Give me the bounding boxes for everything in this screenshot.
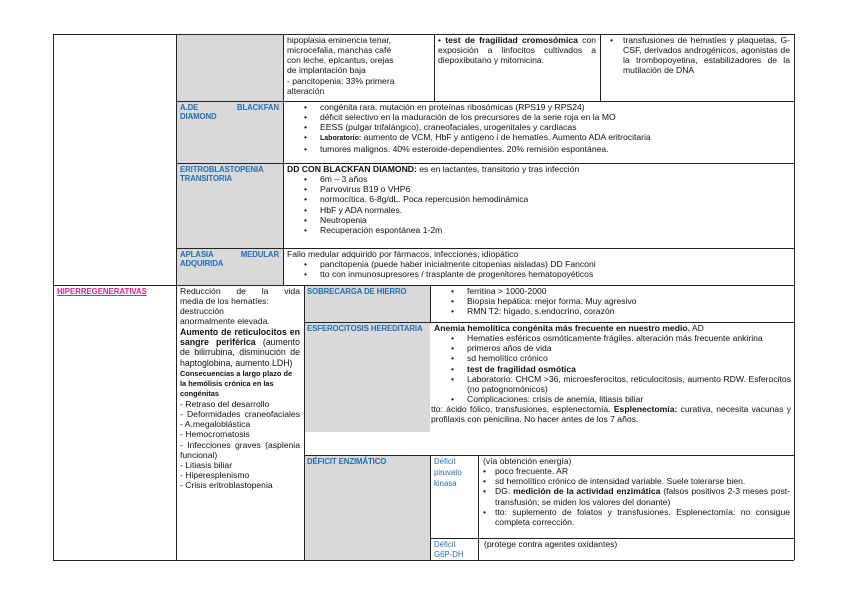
list-item: • déficit selectivo en la maduración de los precursores de la serie roja en la MO (284, 112, 794, 122)
dg-bold: medición de la actividad enzimática (513, 486, 661, 497)
conseq-item: - Deformidades craneofaciales (180, 409, 300, 420)
esfero-title: ESFEROCITOSIS HEREDITARIA (307, 324, 423, 333)
conseq-item: - A.megaloblástica (180, 419, 251, 430)
conseq-item: - Hemocromatosis (180, 429, 250, 440)
blackfan-title: A.DE BLACKFAN DIAMOND (180, 103, 279, 122)
clinic-line-5: - pancitopenia: 33% primera (287, 75, 395, 86)
aumento-bold: Aumento de reticulocitos en sangre periférica (180, 326, 300, 347)
clinic-line-3: con leche, epicantus, orejas (287, 55, 394, 66)
dx-bold: test de fragilidad cromosómica (445, 35, 578, 45)
list-item (431, 364, 791, 374)
list-item: • RMN T2: hígado, s.endocrino, corazón (431, 306, 794, 316)
lab-label: Laboratorio: (320, 135, 362, 143)
aumento-rest: (aumento de bilirrubina, disminución de haptoglobina, aumento LDH) (180, 336, 301, 368)
enzim-header-cell (304, 455, 430, 560)
clinic-line-2: microcefalia, manchas café (287, 45, 392, 56)
top-shaded-cell (176, 34, 283, 101)
list-item: • 6m – 3 años (284, 174, 791, 184)
list-item: • Hematíes esféricos osmóticamente frágiles. alteración más frecuente ankirina (431, 333, 791, 343)
list-item: • sd hemolítico crónico de intensidad variable. Suele tolerarse bien. (479, 476, 790, 486)
hiper-desc (177, 285, 304, 490)
top-dx-cell (435, 34, 600, 101)
conseq-item: - Litiasis biliar (180, 459, 233, 470)
blackfan-content (284, 101, 794, 154)
conseq-item: - Hiperesplenismo (180, 470, 250, 480)
lab-text: aumento de VCM, HbF y antígeno i de hematíes. Aumento ADA eritrocitaria (361, 132, 651, 143)
clinic-line-6: alteración (287, 85, 325, 96)
top-tx-cell (601, 34, 794, 101)
list-item: • tto con inmunosupresores / trasplante de progenitores hematopoyéticos (284, 269, 791, 279)
piruvato-heading: (vía obtención energía) (483, 456, 572, 466)
eritro-heading-bold: DD CON BLACKFAN DIAMOND: (287, 164, 417, 174)
list-item: • Neutropenia (284, 215, 791, 225)
conseq-title: Consecuencias a largo plazo de la hemólisis crónica en las congénitas (180, 369, 293, 399)
tto-pre: tto: ácido fólico, transfusiones, esplenectomía. (431, 404, 614, 415)
clinic-line-1: hipoplasia eminencia tenar, (287, 35, 392, 45)
list-item: • sd hemolítico crónico (431, 353, 791, 363)
eritro-heading-rest: es en lactantes, transitorio y tras infección (416, 164, 580, 174)
eritro-title: ERITROBLASTOPENIA TRANSITORIA (180, 165, 264, 184)
list-item: • Recuperación espontánea 1-2m (284, 225, 791, 235)
aplasia-heading: Fallo medular adquirido por fármacos, infecciones, idiopático (287, 249, 519, 259)
list-item: • HbF y ADA normales. (284, 205, 791, 215)
esfero-heading-rest: AD (689, 323, 704, 333)
dx-rest: con exposición a linfocitos cultivados a diepoxibutano y mitomicina. (438, 35, 597, 66)
list-item (284, 132, 794, 143)
list-item (479, 486, 790, 506)
list-item: • poco frecuente. AR (479, 466, 790, 476)
tto-rest: curativa, necesita vacunas y profilaxis con penicilina. No hacer antes de los 7 años. (431, 404, 792, 425)
enzim-title: DÉFICIT ENZIMÁTICO (307, 457, 387, 466)
list-item: • Parvovirus B19 o VHP6 (284, 184, 791, 194)
list-item: • EESS (pulgar trifalángico), craneofaciales, urogenitales y cardiacas (284, 122, 794, 132)
eritro-heading (287, 164, 791, 174)
esfero-heading-bold: Anemia hemolítica congénita más frecuente en nuestro medio. (434, 323, 690, 333)
list-item: • primeros años de vida (431, 343, 791, 353)
g6pd-content: (protege contra agentes oxidantes) (484, 539, 618, 549)
bullet-icon: • (610, 35, 614, 45)
desc-line: Reducción de la vida (180, 286, 300, 296)
bullet-icon: • (438, 35, 442, 45)
esfero-content (431, 322, 794, 424)
list-item: • normocítica. 6-8g/dL. Poca repercusión hemodinámica (284, 194, 791, 204)
hierro-content (431, 285, 794, 316)
desc-line: destrucción (180, 306, 224, 317)
tto-bold: Esplenectomía: (613, 404, 678, 415)
top-clinic-cell (284, 34, 434, 101)
clinic-line-4: de implantación baja (287, 65, 366, 76)
list-item: • congénita rara. mutación en proteínas ribosómicas (RPS19 y RPS24) (284, 102, 794, 112)
conseq-item: - Infecciones graves (asplenia funcional) (180, 439, 300, 460)
esfero-tto (431, 404, 791, 424)
conseq-item: - Crisis eritroblastopenia (180, 480, 273, 491)
desc-line: media de los hematíes: (180, 296, 269, 307)
g6pd-label: Déficit G6P-DH (434, 540, 464, 560)
test-bold: test de fragilidad osmótica (467, 363, 576, 374)
list-item: • tto: suplemento de folatos y transfusiones. Esplenectomía: no consigue completa corrección. (479, 507, 790, 527)
hiper-title: HIPERREGENERATIVAS (57, 287, 147, 296)
list-item: • Laboratorio: CHCM >36, microesferocitos, reticulocitosis, aumento RDW. Esferocitos (no patognomónicos) (431, 374, 791, 394)
dg-rest: (falsos positivos 2-3 meses post-transfusión; se miden los valores del donante) (495, 486, 791, 507)
desc-line: anormalmente elevada. (180, 316, 270, 327)
eritro-content (284, 163, 794, 235)
esfero-header-cell (304, 322, 430, 432)
aumento-text (180, 327, 300, 369)
list-item: • pancitopenia (puede haber inicialmente citopenias aisladas) DD Fanconi (284, 259, 791, 269)
hierro-title: SOBRECARGA DE HIERRO (307, 287, 407, 296)
aplasia-title: APLASIA MEDULAR ADQUIRIDA (180, 250, 279, 269)
list-item: • Complicaciones: crisis de anemia, litiasis biliar (431, 394, 791, 404)
esfero-heading (434, 323, 791, 333)
conseq-item: - Retraso del desarrollo (180, 399, 270, 410)
dg-pre: DG: (495, 486, 514, 497)
piruvato-label: Déficit piruvato kinasa (434, 457, 462, 488)
tx-text: transfusiones de hematíes y plaquetas, G-CSF, derivados androgénicos, agonistas de la trombopoyetina, estabilizadores de la mutilación de DNA (623, 35, 790, 76)
aplasia-content (284, 248, 794, 279)
list-item: • tumores malignos. 40% esteroide-dependientes. 20% remisión espontánea. (284, 144, 794, 154)
list-item: • ferritina > 1000-2000 (431, 286, 794, 296)
list-item: • Biopsia hepática: mejor forma. Muy agresivo (431, 296, 794, 306)
piruvato-content (479, 455, 794, 527)
